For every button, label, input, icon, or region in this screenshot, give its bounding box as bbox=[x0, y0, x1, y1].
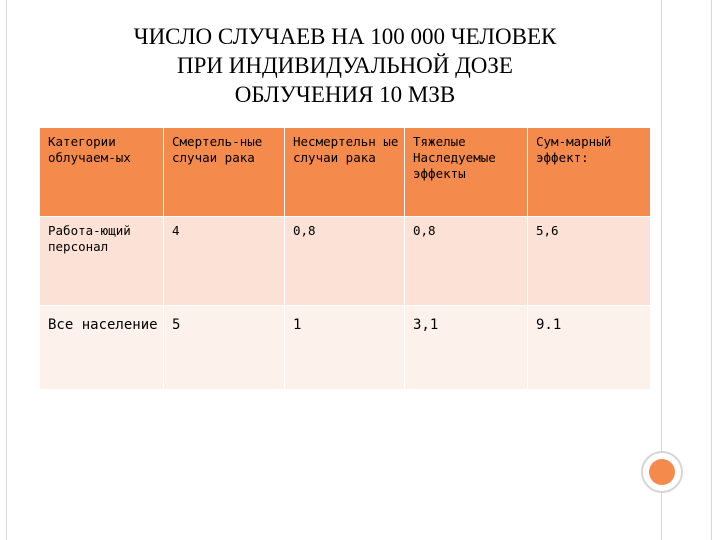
cell-total-effect: 9.1 bbox=[528, 306, 651, 390]
header-nonfatal-cancer: Несмертельн ые случаи рака bbox=[285, 128, 405, 217]
cell-category: Работа-ющий персонал bbox=[40, 217, 164, 306]
cell-nonfatal-cancer: 0,8 bbox=[285, 217, 405, 306]
decorative-circle-icon bbox=[641, 451, 683, 493]
cell-total-effect: 5,6 bbox=[528, 217, 651, 306]
cell-category: Все население bbox=[40, 306, 164, 390]
header-total-effect: Сум-марный эффект: bbox=[528, 128, 651, 217]
cell-fatal-cancer: 5 bbox=[164, 306, 285, 390]
title-line-2: ПРИ ИНДИВИДУАЛЬНОЙ ДОЗЕ bbox=[177, 53, 513, 78]
decorative-vertical-line bbox=[661, 0, 662, 452]
slide-title bbox=[40, 22, 650, 109]
decorative-vertical-line-bottom bbox=[661, 492, 662, 540]
cell-hereditary-effects: 0,8 bbox=[405, 217, 528, 306]
dose-effects-table bbox=[39, 127, 651, 390]
header-fatal-cancer: Смертель-ные случаи рака bbox=[164, 128, 285, 217]
title-line-1: ЧИСЛО СЛУЧАЕВ НА 100 000 ЧЕЛОВЕК bbox=[133, 24, 557, 49]
table-header-row bbox=[40, 128, 651, 217]
cell-nonfatal-cancer: 1 bbox=[285, 306, 405, 390]
title-line-3: ОБЛУЧЕНИЯ 10 МЗВ bbox=[234, 82, 456, 107]
header-categories: Категории облучаем-ых bbox=[40, 128, 164, 217]
cell-hereditary-effects: 3,1 bbox=[405, 306, 528, 390]
cell-fatal-cancer: 4 bbox=[164, 217, 285, 306]
decorative-orange-dot bbox=[649, 459, 675, 485]
table-row bbox=[40, 306, 651, 390]
table-row bbox=[40, 217, 651, 306]
header-hereditary-effects: Тяжелые Наследуемые эффекты bbox=[405, 128, 528, 217]
